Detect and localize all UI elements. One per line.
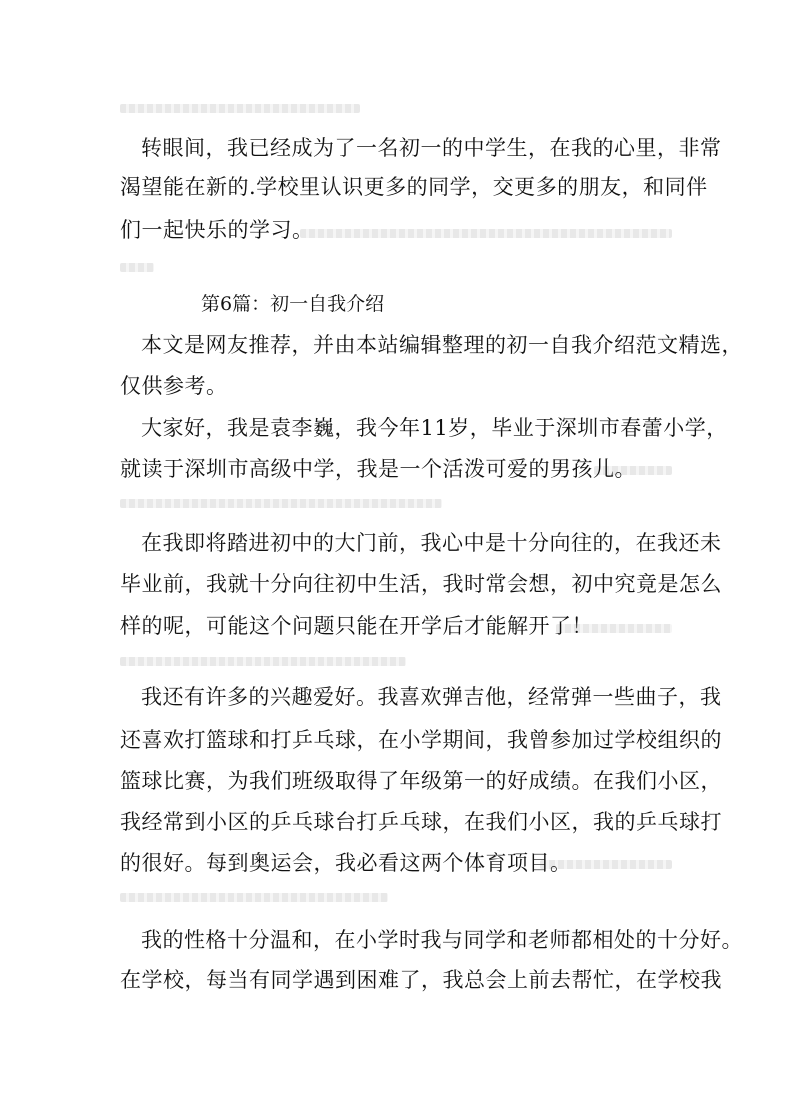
paragraph-line: 渴望能在新的.学校里认识更多的同学，交更多的朋友，和同伴 (120, 175, 708, 199)
paragraph-line: 在学校，每当有同学遇到困难了，我总会上前去帮忙，在学校我 (120, 968, 722, 992)
paragraph-line: 还喜欢打篮球和打乒乓球，在小学期间，我曾参加过学校组织的 (120, 728, 722, 752)
paragraph-line: 转眼间，我已经成为了一名初一的中学生，在我的心里，非常 (141, 136, 722, 160)
paragraph-line: 毕业前，我就十分向往初中生活，我时常会想，初中究竟是怎么 (120, 572, 722, 596)
paragraph-line: 我的性格十分温和，在小学时我与同学和老师都相处的十分好。 (141, 928, 743, 952)
section-heading: 第6篇：初一自我介绍 (201, 293, 385, 315)
faint-text-strip (120, 499, 442, 508)
paragraph-line: 本文是网友推荐，并由本站编辑整理的初一自我介绍范文精选， (141, 333, 743, 357)
faint-text-strip (120, 893, 388, 902)
paragraph-line: 仅供参考。 (120, 374, 228, 398)
faint-text-strip (120, 104, 360, 113)
paragraph-line: 样的呢，可能这个问题只能在开学后才能解开了！ (120, 614, 593, 638)
paragraph-line: 篮球比赛，为我们班级取得了年级第一的好成绩。在我们小区， (120, 769, 722, 793)
paragraph-line: 们一起快乐的学习。 (120, 218, 314, 242)
paragraph-line: 在我即将踏进初中的大门前，我心中是十分向往的，在我还未 (141, 531, 722, 555)
paragraph-line: 我还有许多的兴趣爱好。我喜欢弹吉他，经常弹一些曲子，我 (141, 685, 722, 709)
paragraph-line: 就读于深圳市高级中学，我是一个活泼可爱的男孩儿。 (120, 457, 636, 481)
paragraph-line: 的很好。每到奥运会，我必看这两个体育项目。 (120, 851, 572, 875)
faint-text-strip (120, 263, 154, 272)
paragraph-line: 我经常到小区的乒乓球台打乒乓球，在我们小区，我的乒乓球打 (120, 810, 722, 834)
paragraph-line: 大家好，我是袁李巍，我今年11岁，毕业于深圳市春蕾小学， (141, 416, 728, 440)
faint-text-strip (300, 229, 672, 238)
faint-text-strip (120, 657, 406, 666)
